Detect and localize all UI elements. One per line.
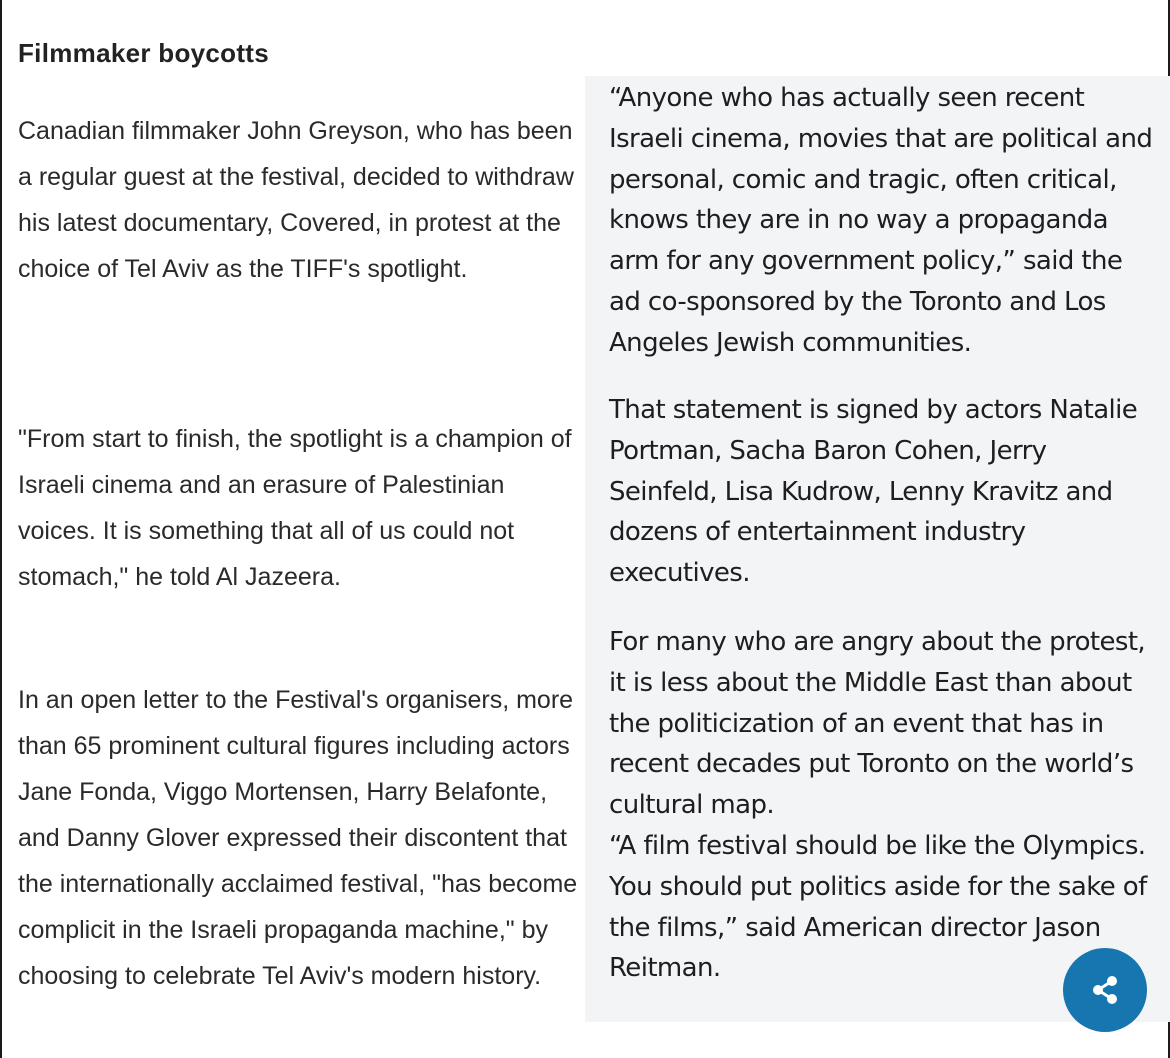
- paragraph-text: “Anyone who has actually seen recent Israeli cinema, movies that are political and personal, comic and tragic, often critical, knows they are in no way a propaganda arm for any government policy,” said the ad co-sponsored by the Toronto and Los Angeles Jewish communities.: [609, 83, 1153, 358]
- paragraph-text: That statement is signed by actors Natalie Portman, Sacha Baron Cohen, Jerry Seinfeld, Lisa Kudrow, Lenny Kravitz and dozens of entertainment industry executives.: [609, 395, 1138, 589]
- left-paragraph-3: [18, 677, 588, 999]
- share-button[interactable]: [1063, 948, 1147, 1032]
- paragraph-text: "From start to finish, the spotlight is a champion of Israeli cinema and an erasure of Palestinian voices. It is something that all of us could not stomach," he told Al Jazeera.: [18, 425, 572, 591]
- paragraph-text: In an open letter to the Festival's organisers, more than 65 prominent cultural figures including actors Jane Fonda, Viggo Mortensen, Harry Belafonte, and Danny Glover expressed their discontent that the internationally acclaimed festival, "has become complicit in the Israeli propaganda machine," by choosing to celebrate Tel Aviv's modern history.: [18, 686, 578, 990]
- share-icon: [1088, 973, 1122, 1007]
- paragraph-text: For many who are angry about the protest, it is less about the Middle East than about the politicization of an event that has in recent decades put Toronto on the world’s cultural map.: [609, 627, 1146, 821]
- paragraph-text: Canadian filmmaker John Greyson, who has been a regular guest at the festival, decided to withdraw his latest documentary, Covered, in protest at the choice of Tel Aviv as the TIFF's spotlight.: [18, 117, 574, 283]
- section-heading: Filmmaker boycotts: [18, 38, 270, 68]
- paragraph-text: “A film festival should be like the Olympics. You should put politics aside for the sake of the films,” said American director Jason Reitman.: [609, 831, 1147, 984]
- left-paragraph-2: [18, 416, 588, 600]
- left-paragraph-1: [18, 108, 588, 292]
- right-paragraph-3: [609, 622, 1154, 826]
- right-paragraph-2: [609, 390, 1154, 594]
- right-paragraph-1: [609, 78, 1154, 364]
